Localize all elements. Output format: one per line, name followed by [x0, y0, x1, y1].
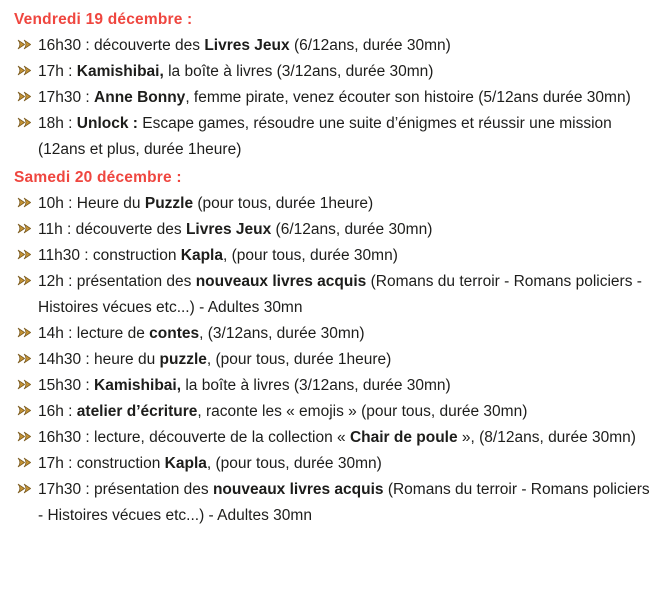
event-text [38, 59, 659, 85]
event-text-bold-segment: nouveaux livres acquis [195, 273, 367, 290]
event-text-segment: Escape games, résoudre une suite d’énigmes et réussir une mission (12ans et plus, durée 1heure) [38, 115, 612, 158]
event-text-segment: (6/12ans, durée 30mn) [289, 37, 451, 54]
event-item [17, 347, 659, 373]
event-text-bold-segment: Kapla [180, 247, 223, 264]
event-text-bold-segment: contes [149, 325, 200, 342]
event-item [17, 111, 659, 163]
event-text [38, 85, 659, 111]
event-text-bold-segment: Kamishibai, [76, 63, 164, 80]
event-text [38, 269, 659, 321]
event-text-segment: 11h : découverte des [38, 221, 186, 238]
event-text [38, 347, 659, 373]
double-chevron-bullet-icon [17, 275, 38, 286]
event-text-segment: (Romans du terroir - Romans policiers - Histoires vécues etc...) - Adultes 30mn [38, 481, 650, 524]
event-text [38, 321, 659, 347]
event-item [17, 191, 659, 217]
event-text-bold-segment: Kamishibai, [94, 377, 182, 394]
event-item [17, 33, 659, 59]
event-text [38, 33, 659, 59]
event-text [38, 425, 659, 451]
double-chevron-bullet-icon [17, 379, 38, 390]
event-text-segment: , raconte les « emojis » (pour tous, durée 30mn) [197, 403, 528, 420]
event-text-segment: , (pour tous, durée 1heure) [206, 351, 392, 368]
event-item [17, 477, 659, 529]
event-text-segment: 15h30 : [38, 377, 95, 394]
double-chevron-bullet-icon [17, 91, 38, 102]
event-text-segment: (Romans du terroir - Romans policiers - Histoires vécues etc...) - Adultes 30mn [38, 273, 642, 316]
event-item [17, 399, 659, 425]
event-item [17, 321, 659, 347]
event-text-bold-segment: Kapla [164, 455, 207, 472]
event-text-segment: 14h : lecture de [38, 325, 150, 342]
event-text-bold-segment: Chair de poule [349, 429, 458, 446]
double-chevron-bullet-icon [17, 65, 38, 76]
event-text-segment: 17h30 : [38, 89, 95, 106]
event-text-bold-segment: Puzzle [144, 195, 194, 212]
event-text-bold-segment: atelier d’écriture [76, 403, 198, 420]
event-text [38, 477, 659, 529]
event-text-bold-segment: Unlock : [76, 115, 138, 132]
event-text [38, 373, 659, 399]
event-text-segment: », (8/12ans, durée 30mn) [457, 429, 636, 446]
double-chevron-bullet-icon [17, 353, 38, 364]
event-text-segment: 17h : construction [38, 455, 165, 472]
event-text-segment: , (3/12ans, durée 30mn) [199, 325, 365, 342]
event-text-segment: 14h30 : heure du [38, 351, 160, 368]
double-chevron-bullet-icon [17, 223, 38, 234]
event-text-segment: 18h : [38, 115, 77, 132]
event-text-bold-segment: Livres Jeux [185, 221, 272, 238]
event-text-segment: 12h : présentation des [38, 273, 196, 290]
event-text-segment: (6/12ans, durée 30mn) [271, 221, 433, 238]
event-item [17, 373, 659, 399]
section-heading: Vendredi 19 décembre : [14, 11, 193, 28]
event-text-segment: la boîte à livres (3/12ans, durée 30mn) [163, 63, 434, 80]
event-text-bold-segment: Anne Bonny [94, 89, 186, 106]
double-chevron-bullet-icon [17, 249, 38, 260]
double-chevron-bullet-icon [17, 405, 38, 416]
event-text-segment: 17h30 : présentation des [38, 481, 213, 498]
event-text-segment: 11h30 : construction [38, 247, 181, 264]
event-item [17, 425, 659, 451]
event-item [17, 243, 659, 269]
double-chevron-bullet-icon [17, 431, 38, 442]
schedule-list [14, 7, 659, 529]
section-heading: Samedi 20 décembre : [14, 169, 182, 186]
event-text-segment: , (pour tous, durée 30mn) [222, 247, 398, 264]
event-item [17, 59, 659, 85]
event-text [38, 191, 659, 217]
double-chevron-bullet-icon [17, 197, 38, 208]
event-text-segment: (pour tous, durée 1heure) [193, 195, 374, 212]
event-item [17, 269, 659, 321]
double-chevron-bullet-icon [17, 457, 38, 468]
event-text [38, 217, 659, 243]
event-text-segment: 16h30 : lecture, découverte de la collection « [38, 429, 350, 446]
event-text-bold-segment: nouveaux livres acquis [212, 481, 384, 498]
event-text-bold-segment: puzzle [159, 351, 207, 368]
event-item [17, 451, 659, 477]
double-chevron-bullet-icon [17, 117, 38, 128]
event-text-segment: , (pour tous, durée 30mn) [206, 455, 382, 472]
event-text-segment: la boîte à livres (3/12ans, durée 30mn) [181, 377, 451, 394]
event-text-segment: 16h30 : découverte des [38, 37, 205, 54]
event-text [38, 451, 659, 477]
event-text-segment: 17h : [38, 63, 77, 80]
event-text-bold-segment: Livres Jeux [204, 37, 290, 54]
event-text [38, 243, 659, 269]
event-text-segment: , femme pirate, venez écouter son histoire (5/12ans durée 30mn) [185, 89, 631, 106]
event-text [38, 399, 659, 425]
double-chevron-bullet-icon [17, 483, 38, 494]
event-text [38, 111, 659, 163]
event-item [17, 217, 659, 243]
double-chevron-bullet-icon [17, 39, 38, 50]
event-text-segment: 10h : Heure du [38, 195, 145, 212]
event-text-segment: 16h : [38, 403, 77, 420]
double-chevron-bullet-icon [17, 327, 38, 338]
event-item [17, 85, 659, 111]
